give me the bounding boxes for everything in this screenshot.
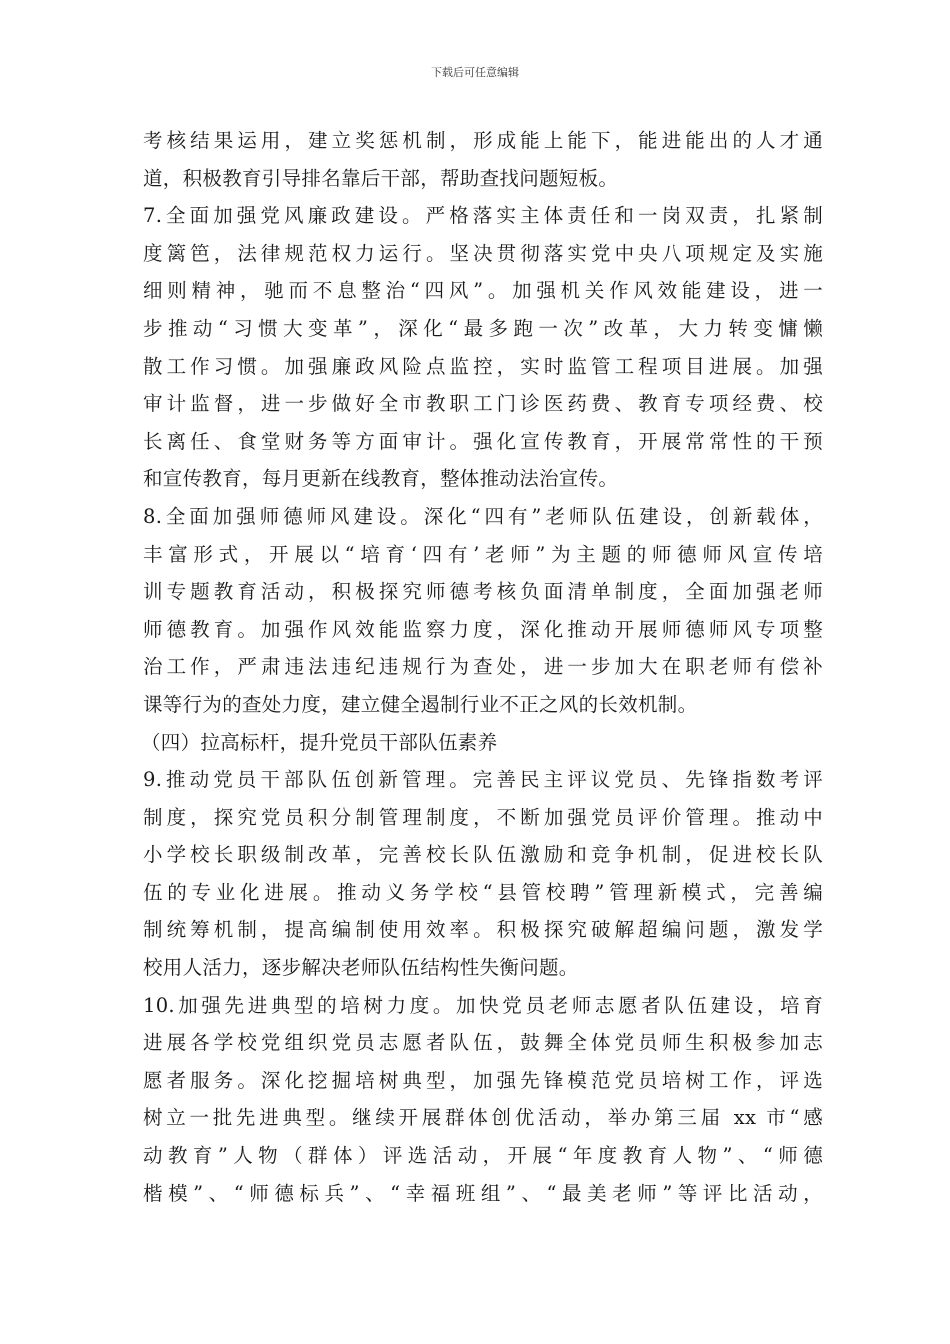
body-text	[143, 122, 823, 1212]
text-line: 伍的专业化进展。推动义务学校“县管校聘”管理新模式，完善编	[143, 880, 823, 904]
text-line: 道，积极教育引导排名靠后干部，帮助查找问题短板。	[143, 166, 619, 190]
text-line: 8.全面加强师德师风建设。深化“四有”老师队伍建设，创新载体，	[143, 504, 823, 528]
text-line: 小学校长职级制改革，完善校长队伍激励和竞争机制，促进校长队	[143, 843, 823, 867]
text-line: 丰富形式，开展以“培育‘四有’老师”为主题的师德师风宣传培	[143, 542, 823, 566]
text-line: 制度，探究党员积分制管理制度，不断加强党员评价管理。推动中	[143, 805, 823, 829]
page-header: 下载后可任意编辑	[431, 66, 519, 79]
text-line: 细则精神，驰而不息整治“四风”。加强机关作风效能建设，进一	[143, 279, 823, 303]
text-line: 长离任、食堂财务等方面审计。强化宣传教育，开展常常性的干预	[143, 429, 823, 453]
text-line: 课等行为的查处力度，建立健全遏制行业不正之风的长效机制。	[143, 692, 698, 716]
text-line: 治工作，严肃违法违纪违规行为查处，进一步加大在职老师有偿补	[143, 655, 823, 679]
text-line: 10.加强先进典型的培树力度。加快党员老师志愿者队伍建设，培育	[143, 993, 823, 1017]
text-line: 制统筹机制，提高编制使用效率。积极探究破解超编问题，激发学	[143, 918, 823, 942]
section-heading: （四）拉高标杆，提升党员干部队伍素养	[141, 730, 498, 754]
text-line: 楷模”、“师德标兵”、“幸福班组”、“最美老师”等评比活动，	[143, 1181, 823, 1205]
text-line: 9.推动党员干部队伍创新管理。完善民主评议党员、先锋指数考评	[143, 768, 823, 792]
text-line: 考核结果运用，建立奖惩机制，形成能上能下，能进能出的人才通	[143, 129, 823, 152]
text-line: 审计监督，进一步做好全市教职工门诊医药费、教育专项经费、校	[143, 392, 823, 416]
text-line: 步推动“习惯大变革”，深化“最多跑一次”改革，大力转变慵懒	[143, 316, 823, 340]
text-line: 动教育”人物（群体）评选活动，开展“年度教育人物”、“师德	[143, 1144, 823, 1168]
text-line: 师德教育。加强作风效能监察力度，深化推动开展师德师风专项整	[143, 617, 823, 641]
text-line: 进展各学校党组织党员志愿者队伍，鼓舞全体党员师生积极参加志	[143, 1031, 823, 1055]
text-line: 7.全面加强党风廉政建设。严格落实主体责任和一岗双责，扎紧制	[143, 204, 823, 228]
text-line: 度篱笆，法律规范权力运行。坚决贯彻落实党中央八项规定及实施	[143, 241, 823, 265]
text-line: 树立一批先进典型。继续开展群体创优活动，举办第三届 xx 市“感	[143, 1106, 823, 1130]
text-line: 校用人活力，逐步解决老师队伍结构性失衡问题。	[143, 956, 579, 980]
text-line: 训专题教育活动，积极探究师德考核负面清单制度，全面加强老师	[143, 580, 823, 604]
text-line: 散工作习惯。加强廉政风险点监控，实时监管工程项目进展。加强	[143, 354, 823, 378]
text-line: 和宣传教育，每月更新在线教育，整体推动法治宣传。	[143, 467, 619, 491]
text-line: 愿者服务。深化挖掘培树典型，加强先锋模范党员培树工作，评选	[143, 1068, 823, 1092]
